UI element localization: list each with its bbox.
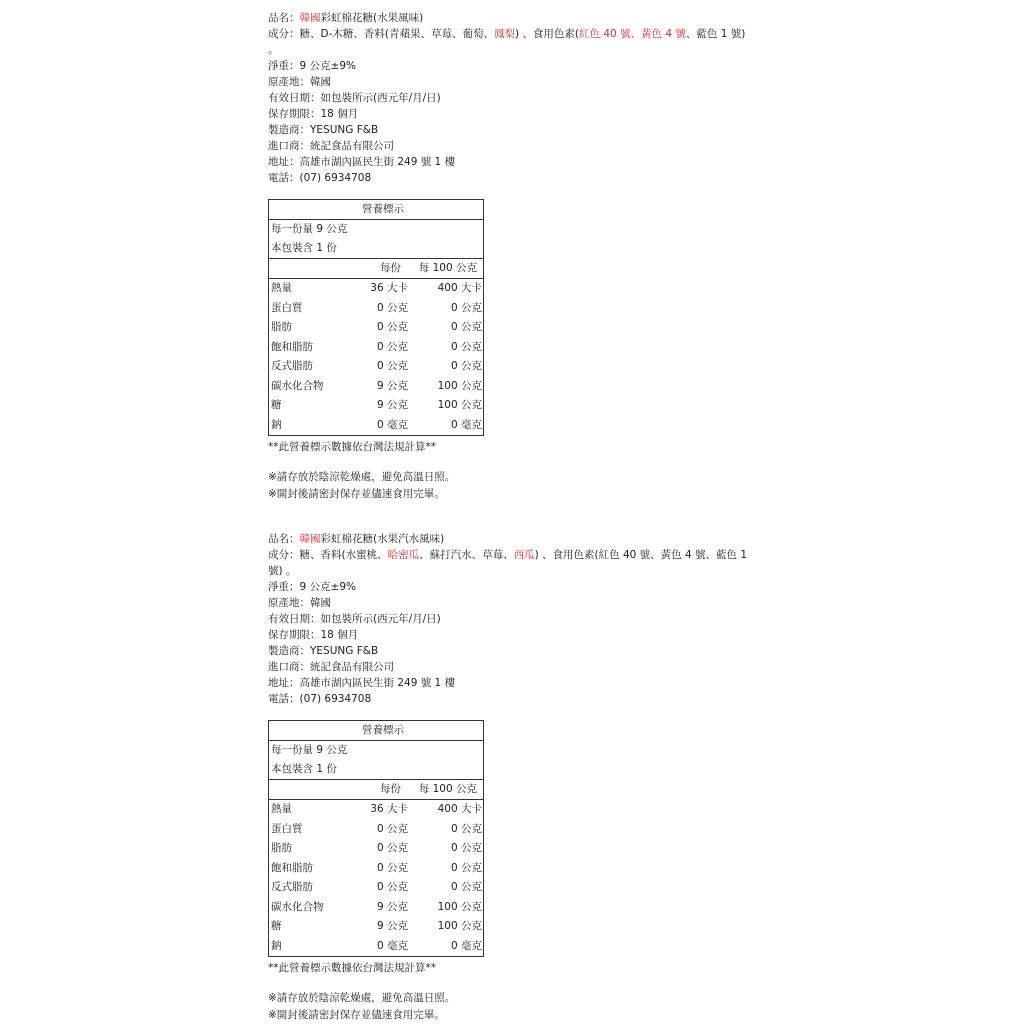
importer: 進口商：統記食品有限公司	[268, 140, 394, 152]
nutrient-per-100g: 0 公克	[450, 842, 482, 854]
shelf-life: 保存期限：18 個月	[268, 629, 359, 641]
nutrient-per-100g: 100 公克	[437, 920, 482, 932]
ingredients-line	[268, 547, 758, 579]
nutrient-per-serving: 0 公克	[376, 861, 408, 874]
ingredients-text: 成分：糖、D-木糖、香料(青蘋果、草莓、葡萄、	[268, 28, 494, 40]
net-weight: 淨重：9 公克±9%	[268, 581, 356, 593]
nutrient-per-serving: 0 公克	[376, 822, 408, 835]
nutrient-per-serving: 0 公克	[376, 301, 408, 314]
ingredients-text: ) 、食用色素(	[514, 28, 580, 40]
nutrition-row	[269, 937, 483, 957]
nutrition-row	[269, 820, 483, 840]
origin: 原產地：韓國	[268, 597, 331, 609]
address: 地址：高雄市湖內區民生街 249 號 1 樓	[268, 156, 456, 168]
nutrient-per-serving: 36 大卡	[370, 282, 408, 294]
ingredients-highlight: 紅色 40 號、黃色 4 號	[579, 28, 686, 40]
nutrition-row	[269, 279, 483, 299]
ingredients-line	[268, 26, 758, 58]
nutrient-name: 反式脂肪	[271, 360, 313, 372]
net-weight: 淨重：9 公克±9%	[268, 60, 356, 72]
product-origin-highlight: 韓國	[299, 12, 321, 24]
nutrient-name: 糖	[271, 399, 282, 411]
storage-notes	[268, 469, 768, 503]
nutrient-per-serving: 0 公克	[376, 321, 408, 333]
product-name: 彩虹棉花糖(水果汽水風味)	[320, 533, 445, 545]
product-name-label: 品名：	[268, 12, 300, 24]
nutrient-per-serving: 0 公克	[376, 340, 408, 353]
nutrient-per-100g: 400 大卡	[437, 282, 482, 294]
ingredients-text: 、蘇打汽水、草莓、	[419, 549, 514, 561]
manufacturer: 製造商：YESUNG F&B	[268, 124, 379, 136]
nutrient-per-serving: 9 公克	[376, 399, 408, 411]
nutrient-name: 脂肪	[271, 842, 292, 854]
nutrient-per-100g: 100 公克	[437, 399, 482, 411]
nutrient-per-serving: 0 公克	[376, 881, 408, 893]
nutrient-per-100g: 0 公克	[450, 881, 482, 893]
nutrient-per-100g: 0 公克	[450, 340, 482, 353]
nutrient-name: 飽和脂肪	[271, 340, 313, 353]
nutrition-row	[269, 416, 483, 436]
nutrient-per-serving: 0 毫克	[376, 418, 408, 431]
nutrient-name: 鈉	[271, 418, 282, 431]
manufacturer: 製造商：YESUNG F&B	[268, 645, 379, 657]
phone: 電話：(07) 6934708	[268, 172, 372, 184]
ingredients-text: 、藍色 1 號) 。	[268, 28, 746, 56]
product-name-line	[268, 531, 768, 547]
nutrient-per-serving: 9 公克	[376, 900, 408, 913]
nutrient-per-100g: 0 公克	[450, 321, 482, 333]
nutrition-header-row	[269, 779, 483, 800]
nutrient-name: 碳水化合物	[271, 900, 324, 913]
serving-size: 每一份量 9 公克	[271, 744, 348, 756]
nutrition-title: 營養標示	[269, 200, 483, 220]
shelf-life: 保存期限：18 個月	[268, 108, 359, 120]
nutrition-row	[269, 338, 483, 358]
nutrition-footnote: **此營養標示數據依台灣法規計算**	[268, 962, 436, 974]
header-per-serving: 每份	[380, 262, 401, 274]
nutrient-per-serving: 36 大卡	[370, 803, 408, 815]
nutrition-row	[269, 878, 483, 898]
nutrient-per-serving: 9 公克	[376, 920, 408, 932]
nutrition-row	[269, 396, 483, 416]
ingredients-highlight: 鳳梨	[493, 28, 515, 40]
nutrition-title: 營養標示	[269, 721, 483, 741]
nutrient-per-100g: 100 公克	[437, 900, 482, 913]
header-per-100g: 每 100 公克	[418, 262, 477, 274]
header-per-serving: 每份	[380, 783, 401, 795]
nutrient-per-100g: 100 公克	[437, 379, 482, 392]
nutrition-row	[269, 839, 483, 859]
nutrition-row	[269, 377, 483, 397]
nutrient-name: 反式脂肪	[271, 881, 313, 893]
nutrient-name: 鈉	[271, 939, 282, 952]
nutrient-per-100g: 0 毫克	[450, 418, 482, 431]
nutrition-row	[269, 859, 483, 879]
nutrient-per-serving: 9 公克	[376, 379, 408, 392]
storage-notes	[268, 990, 768, 1024]
serving-size: 每一份量 9 公克	[271, 223, 348, 235]
nutrient-per-serving: 0 公克	[376, 842, 408, 854]
nutrition-header-row	[269, 258, 483, 279]
ingredients-text: ) 、食用色素(紅色 40 號、黃色 4 號、藍色 1 號) 。	[268, 549, 748, 577]
nutrient-name: 碳水化合物	[271, 379, 324, 392]
nutrient-per-100g: 0 公克	[450, 360, 482, 372]
expiry-date: 有效日期：如包裝所示(西元年/月/日)	[268, 92, 441, 104]
product-name-label: 品名：	[268, 533, 300, 545]
opened-note: ※開封後請密封保存並儘速食用完畢。	[268, 488, 445, 500]
expiry-date: 有效日期：如包裝所示(西元年/月/日)	[268, 613, 441, 625]
nutrition-row	[269, 299, 483, 319]
ingredients-text: 成分：糖、香料(水蜜桃、	[268, 549, 388, 561]
header-per-100g: 每 100 公克	[418, 783, 477, 795]
nutrient-per-serving: 0 公克	[376, 360, 408, 372]
opened-note: ※開封後請密封保存並儘速食用完畢。	[268, 1009, 445, 1021]
nutrient-name: 糖	[271, 920, 282, 932]
nutrient-per-100g: 0 公克	[450, 822, 482, 835]
nutrient-name: 熱量	[271, 282, 292, 294]
importer: 進口商：統記食品有限公司	[268, 661, 394, 673]
servings-per-package: 本包裝含 1 份	[271, 242, 337, 254]
address: 地址：高雄市湖內區民生街 249 號 1 樓	[268, 677, 456, 689]
nutrition-table	[268, 199, 484, 436]
nutrition-row	[269, 800, 483, 820]
nutrient-name: 飽和脂肪	[271, 861, 313, 874]
product-name: 彩虹棉花糖(水果風味)	[320, 12, 424, 24]
nutrition-row	[269, 898, 483, 918]
product-origin-highlight: 韓國	[299, 533, 321, 545]
header-spacer	[269, 259, 351, 278]
nutrient-name: 熱量	[271, 803, 292, 815]
ingredients-highlight: 哈密瓜	[387, 549, 420, 561]
nutrient-per-100g: 0 公克	[450, 861, 482, 874]
storage-note: ※請存放於陰涼乾燥處，避免高溫日照。	[268, 992, 456, 1004]
nutrition-row	[269, 357, 483, 377]
nutrient-per-100g: 0 毫克	[450, 939, 482, 952]
header-spacer	[269, 780, 351, 799]
ingredients-highlight: 西瓜	[513, 549, 535, 561]
product-name-line	[268, 10, 768, 26]
nutrition-footnote: **此營養標示數據依台灣法規計算**	[268, 441, 436, 453]
nutrient-per-serving: 0 毫克	[376, 939, 408, 952]
nutrient-name: 脂肪	[271, 321, 292, 333]
nutrient-per-100g: 400 大卡	[437, 803, 482, 815]
phone: 電話：(07) 6934708	[268, 693, 372, 705]
product-info-block	[268, 531, 768, 1024]
origin: 原產地：韓國	[268, 76, 331, 88]
nutrient-per-100g: 0 公克	[450, 301, 482, 314]
nutrient-name: 蛋白質	[271, 822, 303, 835]
nutrition-row	[269, 917, 483, 937]
storage-note: ※請存放於陰涼乾燥處，避免高溫日照。	[268, 471, 456, 483]
product-info-block	[268, 10, 768, 503]
nutrition-table	[268, 720, 484, 957]
nutrition-row	[269, 318, 483, 338]
servings-per-package: 本包裝含 1 份	[271, 763, 337, 775]
nutrient-name: 蛋白質	[271, 301, 303, 314]
